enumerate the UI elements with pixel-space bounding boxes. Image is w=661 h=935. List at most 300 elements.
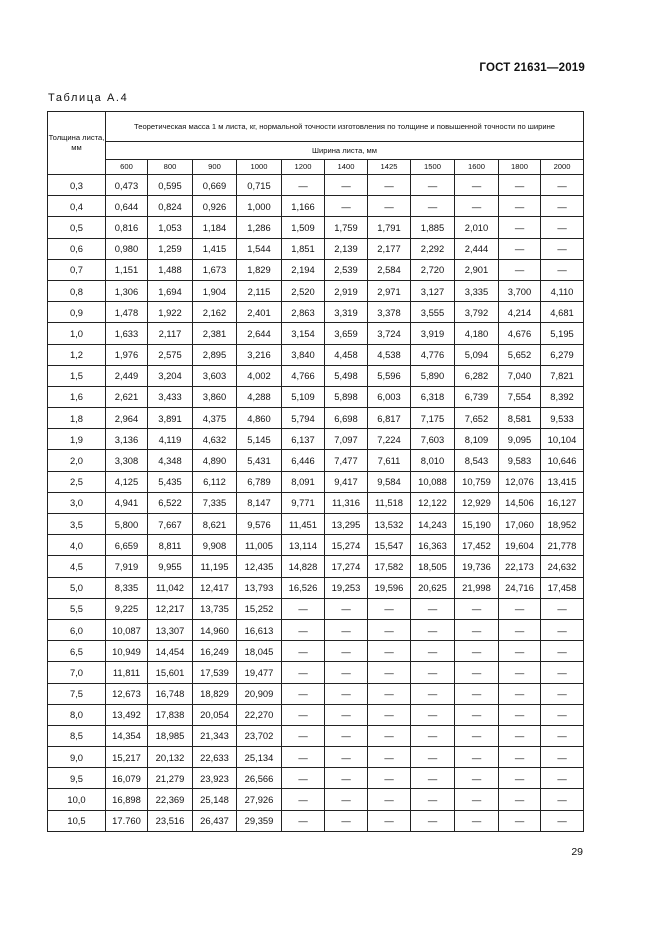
mass-cell: 2,194 <box>282 259 325 280</box>
mass-cell: 19,604 <box>499 535 541 556</box>
mass-cell: — <box>499 789 541 810</box>
width-column-header: 800 <box>148 160 193 175</box>
mass-cell: — <box>411 662 455 683</box>
mass-cell: 11,005 <box>237 535 282 556</box>
mass-cell: 3,840 <box>282 344 325 365</box>
mass-cell: 0,816 <box>106 217 148 238</box>
mass-cell: — <box>541 789 584 810</box>
mass-cell: — <box>455 747 499 768</box>
mass-cell: 5,800 <box>106 514 148 535</box>
mass-cell: 9,533 <box>541 408 584 429</box>
mass-cell: 6,446 <box>282 450 325 471</box>
mass-cell: 6,279 <box>541 344 584 365</box>
mass-cell: — <box>368 810 411 831</box>
mass-cell: — <box>411 641 455 662</box>
mass-cell: — <box>499 725 541 746</box>
mass-cell: 2,520 <box>282 280 325 301</box>
mass-cell: 0,644 <box>106 196 148 217</box>
mass-cell: — <box>499 704 541 725</box>
thickness-cell: 0,8 <box>48 280 106 301</box>
mass-cell: — <box>411 598 455 619</box>
thickness-cell: 0,3 <box>48 175 106 196</box>
mass-cell: — <box>282 747 325 768</box>
table-row <box>48 365 584 386</box>
thickness-cell: 10,0 <box>48 789 106 810</box>
mass-cell: — <box>499 768 541 789</box>
mass-cell: 4,119 <box>148 429 193 450</box>
mass-cell: 14,506 <box>499 492 541 513</box>
mass-cell: — <box>541 810 584 831</box>
mass-cell: 1,851 <box>282 238 325 259</box>
mass-cell: 8,543 <box>455 450 499 471</box>
mass-cell: — <box>455 598 499 619</box>
mass-cell: 4,681 <box>541 302 584 323</box>
mass-cell: 3,919 <box>411 323 455 344</box>
mass-cell: — <box>499 810 541 831</box>
mass-cell: 4,125 <box>106 471 148 492</box>
mass-cell: — <box>282 175 325 196</box>
mass-cell: 4,288 <box>237 386 282 407</box>
mass-cell: 12,122 <box>411 492 455 513</box>
mass-cell: — <box>411 810 455 831</box>
mass-cell: 3,891 <box>148 408 193 429</box>
mass-cell: — <box>282 704 325 725</box>
mass-cell: — <box>282 725 325 746</box>
mass-cell: — <box>325 641 368 662</box>
mass-cell: — <box>325 747 368 768</box>
mass-cell: 17,452 <box>455 535 499 556</box>
width-columns-row <box>48 160 584 175</box>
mass-cell: — <box>325 725 368 746</box>
mass-cell: — <box>368 747 411 768</box>
thickness-cell: 4,5 <box>48 556 106 577</box>
mass-cell: 5,794 <box>282 408 325 429</box>
mass-cell: 11,811 <box>106 662 148 683</box>
mass-cell: 15,217 <box>106 747 148 768</box>
mass-cell: — <box>455 810 499 831</box>
table-row <box>48 238 584 259</box>
mass-cell: — <box>455 704 499 725</box>
table-row <box>48 641 584 662</box>
mass-cell: — <box>455 641 499 662</box>
mass-cell: 4,180 <box>455 323 499 344</box>
page-number: 29 <box>571 846 583 858</box>
mass-cell: 2,621 <box>106 386 148 407</box>
mass-cell: 26,437 <box>193 810 237 831</box>
mass-cell: 2,117 <box>148 323 193 344</box>
mass-cell: — <box>499 259 541 280</box>
mass-cell: 9,095 <box>499 429 541 450</box>
mass-cell: 1,904 <box>193 280 237 301</box>
mass-cell: 29,359 <box>237 810 282 831</box>
table-row <box>48 768 584 789</box>
thickness-cell: 5,0 <box>48 577 106 598</box>
mass-cell: 13,532 <box>368 514 411 535</box>
thickness-cell: 9,0 <box>48 747 106 768</box>
thickness-cell: 1,8 <box>48 408 106 429</box>
mass-cell: 15,190 <box>455 514 499 535</box>
mass-cell: 2,720 <box>411 259 455 280</box>
table-row <box>48 556 584 577</box>
mass-cell: 3,792 <box>455 302 499 323</box>
thickness-cell: 5,5 <box>48 598 106 619</box>
mass-cell: 25,134 <box>237 747 282 768</box>
mass-cell: 19,477 <box>237 662 282 683</box>
thickness-cell: 8,5 <box>48 725 106 746</box>
mass-cell: 1,829 <box>237 259 282 280</box>
mass-cell: — <box>368 175 411 196</box>
mass-cell: 1,922 <box>148 302 193 323</box>
mass-cell: 8,091 <box>282 471 325 492</box>
mass-cell: 7,477 <box>325 450 368 471</box>
mass-cell: 18,829 <box>193 683 237 704</box>
thickness-cell: 1,5 <box>48 365 106 386</box>
mass-cell: 17,582 <box>368 556 411 577</box>
mass-cell: 19,253 <box>325 577 368 598</box>
mass-cell: 12,435 <box>237 556 282 577</box>
mass-cell: 1,633 <box>106 323 148 344</box>
mass-cell: 10,759 <box>455 471 499 492</box>
mass-cell: 20,625 <box>411 577 455 598</box>
mass-cell: 2,863 <box>282 302 325 323</box>
mass-cell: 17,060 <box>499 514 541 535</box>
mass-cell: 5,195 <box>541 323 584 344</box>
mass-cell: — <box>541 598 584 619</box>
thickness-cell: 0,5 <box>48 217 106 238</box>
mass-cell: 2,584 <box>368 259 411 280</box>
mass-cell: 6,817 <box>368 408 411 429</box>
mass-cell: 15,252 <box>237 598 282 619</box>
mass-cell: 3,603 <box>193 365 237 386</box>
mass-cell: — <box>455 196 499 217</box>
table-row <box>48 747 584 768</box>
mass-cell: 2,162 <box>193 302 237 323</box>
mass-cell: 1,544 <box>237 238 282 259</box>
mass-cell: 9,225 <box>106 598 148 619</box>
mass-cell: — <box>282 789 325 810</box>
table-row <box>48 259 584 280</box>
mass-cell: 4,375 <box>193 408 237 429</box>
mass-cell: 23,702 <box>237 725 282 746</box>
mass-cell: 23,923 <box>193 768 237 789</box>
thickness-cell: 8,0 <box>48 704 106 725</box>
mass-cell: 7,919 <box>106 556 148 577</box>
mass-cell: 4,632 <box>193 429 237 450</box>
mass-cell: 17,539 <box>193 662 237 683</box>
mass-cell: 2,901 <box>455 259 499 280</box>
mass-cell: 0,824 <box>148 196 193 217</box>
mass-cell: 10,949 <box>106 641 148 662</box>
thickness-cell: 4,0 <box>48 535 106 556</box>
mass-cell: — <box>411 747 455 768</box>
width-header: Ширина листа, мм <box>106 142 584 160</box>
mass-cell: — <box>455 175 499 196</box>
mass-cell: 8,109 <box>455 429 499 450</box>
mass-cell: 7,040 <box>499 365 541 386</box>
mass-cell: 22,369 <box>148 789 193 810</box>
mass-cell: 6,739 <box>455 386 499 407</box>
mass-cell: 17,274 <box>325 556 368 577</box>
mass-cell: 22,633 <box>193 747 237 768</box>
mass-cell: 3,319 <box>325 302 368 323</box>
mass-table <box>47 111 584 832</box>
mass-cell: 4,776 <box>411 344 455 365</box>
mass-cell: — <box>325 704 368 725</box>
table-row <box>48 535 584 556</box>
thickness-cell: 1,0 <box>48 323 106 344</box>
mass-cell: 9,771 <box>282 492 325 513</box>
mass-cell: 9,583 <box>499 450 541 471</box>
mass-cell: 17.760 <box>106 810 148 831</box>
mass-cell: — <box>368 768 411 789</box>
mass-cell: — <box>499 217 541 238</box>
width-column-header: 2000 <box>541 160 584 175</box>
mass-cell: 1,509 <box>282 217 325 238</box>
width-column-header: 1800 <box>499 160 541 175</box>
mass-cell: 1,694 <box>148 280 193 301</box>
mass-cell: 2,177 <box>368 238 411 259</box>
thickness-cell: 7,0 <box>48 662 106 683</box>
thickness-cell: 2,0 <box>48 450 106 471</box>
mass-cell: 19,736 <box>455 556 499 577</box>
mass-cell: 16,127 <box>541 492 584 513</box>
mass-cell: — <box>368 704 411 725</box>
mass-cell: 0,473 <box>106 175 148 196</box>
mass-cell: 3,216 <box>237 344 282 365</box>
width-column-header: 1000 <box>237 160 282 175</box>
width-column-header: 1600 <box>455 160 499 175</box>
mass-cell: — <box>499 175 541 196</box>
mass-cell: 9,576 <box>237 514 282 535</box>
width-column-header: 600 <box>106 160 148 175</box>
mass-cell: 22,173 <box>499 556 541 577</box>
mass-cell: — <box>411 683 455 704</box>
mass-cell: 1,415 <box>193 238 237 259</box>
mass-cell: — <box>325 683 368 704</box>
mass-cell: 14,960 <box>193 619 237 640</box>
mass-cell: 2,401 <box>237 302 282 323</box>
mass-cell: 19,596 <box>368 577 411 598</box>
mass-cell: 14,354 <box>106 725 148 746</box>
mass-cell: 8,335 <box>106 577 148 598</box>
mass-cell: 2,139 <box>325 238 368 259</box>
mass-cell: 16,526 <box>282 577 325 598</box>
mass-cell: 8,621 <box>193 514 237 535</box>
mass-cell: 1,053 <box>148 217 193 238</box>
mass-cell: 2,575 <box>148 344 193 365</box>
mass-cell: 4,002 <box>237 365 282 386</box>
mass-cell: 16,249 <box>193 641 237 662</box>
mass-cell: — <box>411 175 455 196</box>
mass-cell: 1,885 <box>411 217 455 238</box>
mass-cell: 16,613 <box>237 619 282 640</box>
table-row <box>48 725 584 746</box>
mass-cell: 3,700 <box>499 280 541 301</box>
mass-cell: 1,478 <box>106 302 148 323</box>
table-row <box>48 196 584 217</box>
mass-cell: — <box>325 662 368 683</box>
mass-cell: 24,716 <box>499 577 541 598</box>
table-row <box>48 175 584 196</box>
mass-cell: 26,566 <box>237 768 282 789</box>
mass-cell: 5,898 <box>325 386 368 407</box>
mass-cell: 16,748 <box>148 683 193 704</box>
mass-cell: 4,860 <box>237 408 282 429</box>
mass-cell: 13,492 <box>106 704 148 725</box>
mass-cell: — <box>325 175 368 196</box>
mass-cell: 13,793 <box>237 577 282 598</box>
mass-cell: 21,998 <box>455 577 499 598</box>
mass-cell: 16,079 <box>106 768 148 789</box>
mass-cell: 25,148 <box>193 789 237 810</box>
mass-cell: 20,909 <box>237 683 282 704</box>
mass-cell: 16,363 <box>411 535 455 556</box>
mass-cell: — <box>541 768 584 789</box>
mass-cell: 0,595 <box>148 175 193 196</box>
mass-cell: 4,538 <box>368 344 411 365</box>
mass-cell: — <box>368 789 411 810</box>
mass-cell: — <box>455 768 499 789</box>
mass-cell: — <box>541 259 584 280</box>
table-row <box>48 323 584 344</box>
mass-cell: 0,980 <box>106 238 148 259</box>
mass-cell: — <box>325 598 368 619</box>
mass-cell: 7,667 <box>148 514 193 535</box>
table-row <box>48 217 584 238</box>
mass-cell: 3,204 <box>148 365 193 386</box>
width-column-header: 1200 <box>282 160 325 175</box>
mass-cell: — <box>455 725 499 746</box>
table-row <box>48 302 584 323</box>
mass-cell: 12,417 <box>193 577 237 598</box>
mass-cell: 6,659 <box>106 535 148 556</box>
mass-cell: 10,646 <box>541 450 584 471</box>
thickness-cell: 0,9 <box>48 302 106 323</box>
mass-cell: — <box>541 238 584 259</box>
thickness-cell: 2,5 <box>48 471 106 492</box>
mass-cell: 7,554 <box>499 386 541 407</box>
mass-cell: — <box>541 747 584 768</box>
mass-cell: 7,603 <box>411 429 455 450</box>
mass-cell: 6,318 <box>411 386 455 407</box>
mass-cell: 10,088 <box>411 471 455 492</box>
thickness-cell: 1,9 <box>48 429 106 450</box>
mass-cell: 2,644 <box>237 323 282 344</box>
mass-cell: 11,042 <box>148 577 193 598</box>
mass-cell: — <box>541 725 584 746</box>
document-code: ГОСТ 21631—2019 <box>479 62 585 74</box>
mass-cell: 2,010 <box>455 217 499 238</box>
mass-cell: 18,045 <box>237 641 282 662</box>
mass-cell: 2,919 <box>325 280 368 301</box>
mass-cell: 2,444 <box>455 238 499 259</box>
mass-cell: — <box>455 619 499 640</box>
mass-cell: — <box>499 598 541 619</box>
table-row <box>48 280 584 301</box>
mass-cell: 13,295 <box>325 514 368 535</box>
mass-cell: 7,224 <box>368 429 411 450</box>
mass-cell: 3,136 <box>106 429 148 450</box>
thickness-cell: 6,5 <box>48 641 106 662</box>
mass-cell: 1,759 <box>325 217 368 238</box>
width-column-header: 900 <box>193 160 237 175</box>
mass-cell: 10,087 <box>106 619 148 640</box>
mass-cell: 14,454 <box>148 641 193 662</box>
mass-cell: 9,955 <box>148 556 193 577</box>
table-row <box>48 598 584 619</box>
mass-cell: — <box>368 641 411 662</box>
mass-cell: 3,433 <box>148 386 193 407</box>
mass-cell: 10,104 <box>541 429 584 450</box>
mass-cell: 13,415 <box>541 471 584 492</box>
mass-cell: — <box>325 768 368 789</box>
mass-cell: — <box>282 810 325 831</box>
mass-cell: 18,505 <box>411 556 455 577</box>
mass-cell: 14,243 <box>411 514 455 535</box>
mass-cell: 11,518 <box>368 492 411 513</box>
mass-cell: 1,000 <box>237 196 282 217</box>
mass-cell: 15,274 <box>325 535 368 556</box>
mass-cell: 22,270 <box>237 704 282 725</box>
mass-cell: 3,555 <box>411 302 455 323</box>
mass-cell: 2,964 <box>106 408 148 429</box>
table-row <box>48 492 584 513</box>
mass-cell: 1,184 <box>193 217 237 238</box>
table-row <box>48 704 584 725</box>
mass-cell: 5,145 <box>237 429 282 450</box>
mass-cell: 27,926 <box>237 789 282 810</box>
mass-cell: — <box>368 725 411 746</box>
mass-cell: 9,584 <box>368 471 411 492</box>
mass-cell: 4,766 <box>282 365 325 386</box>
mass-cell: 21,279 <box>148 768 193 789</box>
mass-cell: 2,971 <box>368 280 411 301</box>
thickness-cell: 6,0 <box>48 619 106 640</box>
mass-cell: 3,659 <box>325 323 368 344</box>
mass-cell: 8,811 <box>148 535 193 556</box>
table-row <box>48 789 584 810</box>
mass-cell: — <box>282 683 325 704</box>
mass-cell: 15,601 <box>148 662 193 683</box>
table-row <box>48 619 584 640</box>
mass-cell: 11,316 <box>325 492 368 513</box>
thickness-cell: 1,2 <box>48 344 106 365</box>
mass-cell: — <box>411 768 455 789</box>
mass-cell: — <box>541 704 584 725</box>
mass-cell: 7,652 <box>455 408 499 429</box>
mass-cell: — <box>411 704 455 725</box>
thickness-cell: 0,7 <box>48 259 106 280</box>
mass-cell: 2,292 <box>411 238 455 259</box>
width-column-header: 1400 <box>325 160 368 175</box>
mass-cell: 2,381 <box>193 323 237 344</box>
mass-cell: 20,132 <box>148 747 193 768</box>
mass-cell: — <box>499 196 541 217</box>
mass-cell: — <box>368 196 411 217</box>
width-column-header: 1500 <box>411 160 455 175</box>
mass-cell: 24,632 <box>541 556 584 577</box>
mass-cell: — <box>411 619 455 640</box>
thickness-header: Толщина листа, мм <box>48 112 106 175</box>
mass-cell: 16,898 <box>106 789 148 810</box>
mass-cell: — <box>541 619 584 640</box>
mass-cell: 11,195 <box>193 556 237 577</box>
mass-cell: 1,166 <box>282 196 325 217</box>
mass-cell: 0,926 <box>193 196 237 217</box>
mass-cell: 18,952 <box>541 514 584 535</box>
mass-cell: — <box>499 238 541 259</box>
mass-cell: — <box>411 725 455 746</box>
